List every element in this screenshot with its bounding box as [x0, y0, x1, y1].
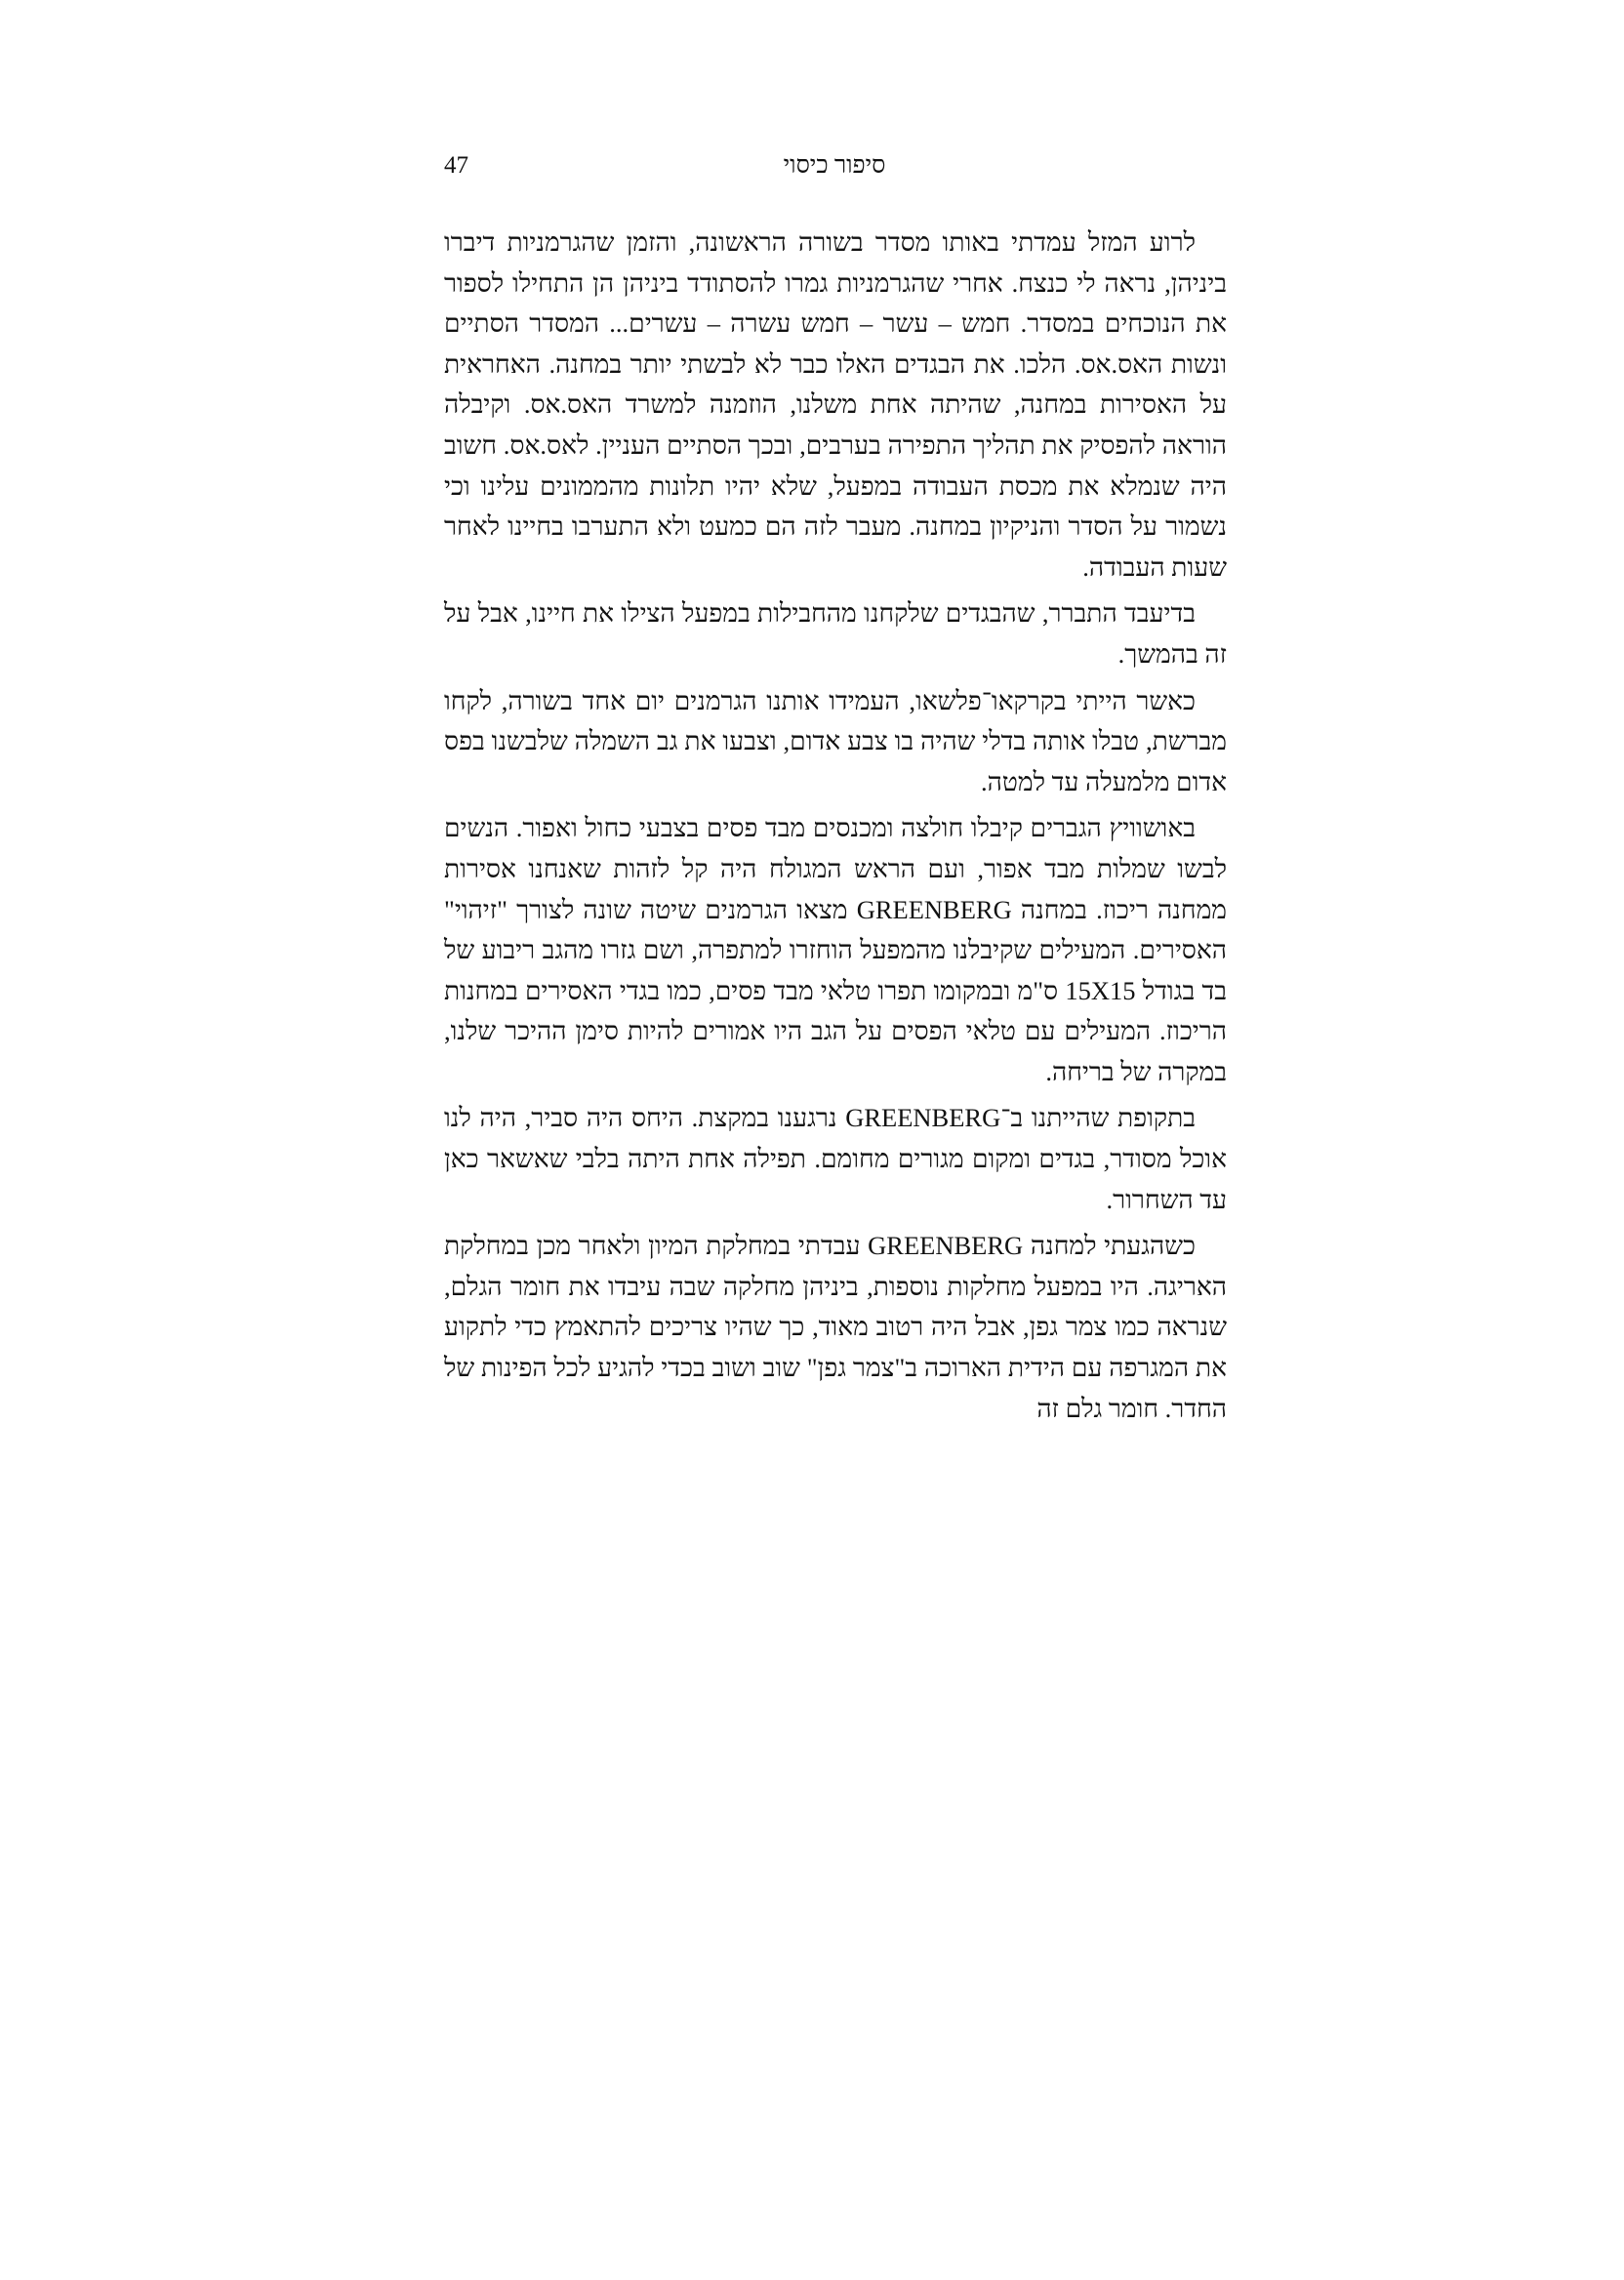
paragraph: באושוויץ הגברים קיבלו חולצה ומכנסים מבד פסים בצבעי כחול ואפור. הנשים לבשו שמלות מבד אפור, ועם הראש המגולח היה קל לזהות שאנחנו אסירות ממחנה ריכוז. במחנה GREENBERG מצאו הגרמנים שיטה שונה לצורך "זיהוי" האסירים. המעילים שקיבלנו מהמפעל הוחזרו למתפרה, ושם גזרו מהגב ריבוע של בד בגודל 15X15 ס"מ ובמקומו תפרו טלאי מבד פסים, כמו בגדי האסירים במחנות הריכוז. המעילים עם טלאי הפסים על הגב היו אמורים להיות סימן ההיכר שלנו, במקרה של בריחה.: [444, 813, 1227, 1086]
paragraph: כאשר הייתי בקרקאו־פלשאו, העמידו אותנו הגרמנים יום אחד בשורה, לקחו מברשת, טבלו אותה בדלי שהיה בו צבע אדום, וצבעו את גב השמלה שלבשנו בפס אדום מלמעלה עד למטה.: [444, 685, 1227, 796]
paragraph: בתקופת שהייתנו ב־GREENBERG נרגענו במקצת. היחס היה סביר, היה לנו אוכל מסודר, בגדים ומקום מגורים מחומם. תפילה אחת היתה בלבי שאשאר כאן עד השחרור.: [444, 1103, 1227, 1214]
paragraph: בדיעבד התברר, שהבגדים שלקחנו מהחבילות במפעל הצילו את חיינו, אבל על זה בהמשך.: [444, 598, 1227, 669]
page-header: [444, 146, 1225, 185]
paragraph: לרוע המזל עמדתי באותו מסדר בשורה הראשונה, והזמן שהגרמניות דיברו ביניהן, נראה לי כנצח. אחרי שהגרמניות גמרו להסתודד ביניהן הן התחילו לספור את הנוכחים במסדר. חמש – עשר – חמש עשרה – עשרים... המסדר הסתיים ונשות האס.אס. הלכו. את הבגדים האלו כבר לא לבשתי יותר במחנה. האחראית על האסירות במחנה, שהיתה אחת משלנו, הוזמנה למשרד האס.אס. וקיבלה הוראה להפסיק את תהליך התפירה בערבים, ובכך הסתיים העניין. לאס.אס. חשוב היה שנמלא את מכסת העבודה במפעל, שלא יהיו תלונות מהממונים עלינו וכי נשמור על הסדר והניקיון במחנה. מעבר לזה הם כמעט ולא התערבו בחיינו לאחר שעות העבודה.: [444, 227, 1227, 582]
paragraph: כשהגעתי למחנה GREENBERG עבדתי במחלקת המיון ולאחר מכן במחלקת האריגה. היו במפעל מחלקות נוספות, ביניהן מחלקה שבה עיבדו את חומר הגלם, שנראה כמו צמר גפן, אבל היה רטוב מאוד, כך שהיו צריכים להתאמץ כדי לתקוע את המגרפה עם הידית הארוכה ב"צמר גפן" שוב ושוב בכדי להגיע לכל הפינות של החדר. חומר גלם זה: [444, 1231, 1227, 1423]
body-text: [444, 223, 1227, 1435]
page-number: 47: [444, 152, 468, 179]
running-title: סיפור כיסוי: [783, 152, 886, 179]
